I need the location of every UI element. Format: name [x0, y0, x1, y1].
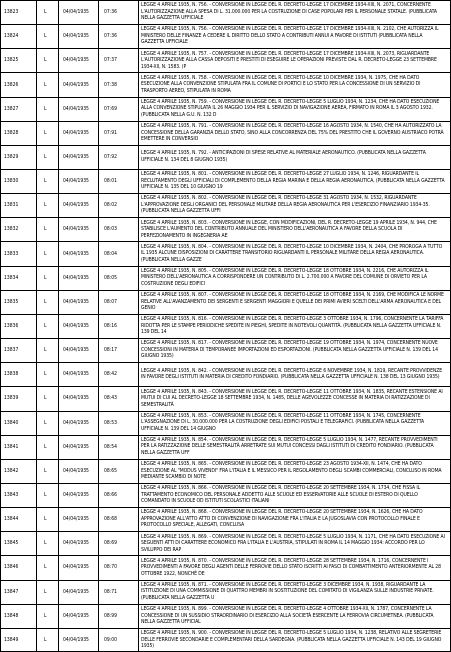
record-date: 04/04/1935: [63, 467, 89, 474]
record-code: 08:65: [104, 467, 117, 474]
record-description: LEGGE 4 APRILE 1935, N. 756. - CONVERSIONE IN LEGGE DEL R. DECRETO-LEGGE 17 DICEMBRE 1934-XIII, N. 2102, CHE AUTORIZZA IL MINISTERO DELLE FINANZE A CEDERE IL DIRITTO DELLO STATO A CONTRIBUTI ANNUI A FAVORE DI ISTITUTI (PUBBLICATA NELLA GAZZETTA UFFICIALE: [141, 26, 439, 46]
row-divider: [0, 24, 451, 25]
record-code: 08:71: [104, 588, 117, 595]
record-date: 04/04/1935: [63, 395, 89, 402]
row-divider: [0, 483, 451, 484]
record-number: 13840: [4, 419, 19, 426]
record-description: LEGGE 4 APRILE 1935, N. 805. - CONVERSIONE IN LEGGE DEL R. DECRETO-LEGGE 18 OTTOBRE 1934, N. 2216, CHE AUTORIZZA IL MINISTERO DELL'AERONAUTICA A CORRISPONDERE UN CONTRIBUTO DI L. 2.700.000 A FAVORE DEL COMUNE DI ORVIETO PER LA COSTRUZIONE DEGLI EDIFICI: [141, 267, 429, 287]
record-code: 08:43: [104, 395, 117, 402]
record-type: L: [44, 57, 47, 64]
record-description: LEGGE 4 APRILE 1935, N. 843. - CONVERSIONE IN LEGGE DEL R. DECRETO-LEGGE 11 OTTOBRE 1934, N. 1835, RECANTE ESTENSIONE AI MUTUI DI CUI AL DECRETO-LEGGE 18 SETTEMBRE 1934, N. 1485, DELLE AGEVOLEZZE CONCESSE IN MATERIA DI RATIZZAZIONE DI SEMESTRALITÀ: [141, 388, 443, 408]
table-row: [0, 628, 451, 652]
record-date: 04/04/1935: [63, 636, 89, 643]
record-type: L: [44, 492, 47, 499]
record-type: L: [44, 81, 47, 88]
column-divider: [138, 0, 139, 652]
row-divider: [0, 266, 451, 267]
record-code: 08:02: [104, 202, 117, 209]
table-row: [0, 483, 451, 507]
table-row: [0, 266, 451, 290]
table-row: [0, 0, 451, 24]
table-row: [0, 386, 451, 410]
record-code: 08:16: [104, 322, 117, 329]
record-type: L: [44, 516, 47, 523]
record-date: 04/04/1935: [63, 202, 89, 209]
record-number: 13831: [4, 202, 19, 209]
record-type: L: [44, 226, 47, 233]
table-row: [0, 411, 451, 435]
record-number: 13837: [4, 347, 19, 354]
row-divider: [0, 338, 451, 339]
record-code: 08:99: [104, 612, 117, 619]
record-number: 13836: [4, 322, 19, 329]
record-number: 13825: [4, 57, 19, 64]
record-code: 07:38: [104, 81, 117, 88]
record-type: L: [44, 105, 47, 112]
record-type: L: [44, 322, 47, 329]
record-number: 13849: [4, 636, 19, 643]
record-date: 04/04/1935: [63, 153, 89, 160]
record-type: L: [44, 129, 47, 136]
record-date: 04/04/1935: [63, 178, 89, 185]
row-divider: [0, 362, 451, 363]
row-divider: [0, 169, 451, 170]
record-description: LEGGE 4 APRILE 1935, N. 870. - CONVERSIONE IN LEGGE DEL R. DECRETO-LEGGE 28 SETTEMBRE 1934, N. 1716, CONCERNENTE I PROVVEDIMENTI A FAVORE DEGLI AGENTI DELLE FERROVIE DELLO STATO ISCRITTI AI FASCI DI COMBATTIMENTO ANTERIORMENTE AL 28 OTTOBRE 1922, NONCHÉ DE: [141, 557, 441, 577]
record-type: L: [44, 371, 47, 378]
record-code: 08:54: [104, 443, 117, 450]
table-row: [0, 314, 451, 338]
column-divider: [98, 0, 99, 652]
record-code: 08:05: [104, 274, 117, 281]
record-type: L: [44, 347, 47, 354]
record-description: LEGGE 4 APRILE 1935, N. 900. - CONVERSIONE IN LEGGE DEL R. DECRETO-LEGGE 5 LUGLIO 1934, N. 1238, RELATIVO ALLE SEGRETERIE DELLE FERROVIE SECONDARIE E COMPLEMENTARI DELLA SARDEGNA. (PUBBLICATA NELLA GAZZETTA UFFICIALE N. 143 DEL 19 GIUGNO 1935): [141, 630, 442, 650]
record-date: 04/04/1935: [63, 347, 89, 354]
record-date: 04/04/1935: [63, 298, 89, 305]
record-code: 08:69: [104, 540, 117, 547]
record-type: L: [44, 612, 47, 619]
record-number: 13844: [4, 516, 19, 523]
record-date: 04/04/1935: [63, 443, 89, 450]
record-number: 13839: [4, 395, 19, 402]
record-code: 07:36: [104, 9, 117, 16]
record-type: L: [44, 274, 47, 281]
table-row: [0, 580, 451, 604]
record-number: 13845: [4, 540, 19, 547]
column-divider: [36, 0, 37, 652]
record-description: LEGGE 4 APRILE 1935, N. 871. - CONVERSIONE IN LEGGE DEL R. DECRETO-LEGGE 3 DICEMBRE 1934, N. 1938, RIGUARDANTE LA ISTITUZIONE DI UNA COMMISSIONE DI QUATTRO MEMBRI IN SOSTITUZIONE DEL COMITATO DI VIGILANZA SULLE INDUSTRIE PRIVATE. (PUBBLICATA NELLA GAZZETTA U: [141, 581, 434, 601]
record-date: 04/04/1935: [63, 564, 89, 571]
record-code: 08:66: [104, 492, 117, 499]
row-divider: [0, 435, 451, 436]
record-number: 13835: [4, 298, 19, 305]
record-date: 04/04/1935: [63, 81, 89, 88]
record-type: L: [44, 443, 47, 450]
record-number: 13841: [4, 443, 19, 450]
record-description: LEGGE 4 APRILE 1935, N. 866. - CONVERSIONE IN LEGGE DEL R. DECRETO-LEGGE 20 SETTEMBRE 1934, N. 1734, CHE FISSA IL TRATTAMENTO ECONOMICO DEL PERSONALE ADDETTO ALLE SCUOLE ED ESSERVATORIE ALLE SCUOLE DI ESTERO DI QUELLO COMANDATO IN SCUOLE OD ISTITUTI SCOLASTICI ITALIANI: [141, 485, 421, 505]
row-divider: [0, 604, 451, 605]
row-divider: [0, 555, 451, 556]
row-divider: [0, 48, 451, 49]
column-divider: [0, 0, 1, 652]
record-date: 04/04/1935: [63, 57, 89, 64]
table-row: [0, 97, 451, 121]
table-row: [0, 555, 451, 579]
record-number: 13846: [4, 564, 19, 571]
record-date: 04/04/1935: [63, 226, 89, 233]
record-description: LEGGE 4 APRILE 1935, N. 759. - CONVERSIONE IN LEGGE DEL R. DECRETO-LEGGE 5 LUGLIO 1934, N. 1234, CHE HA DATO ESECUZIONE ALLA CONVENZIONE STIPULATA IL 26 MAGGIO 1934 PER IL SERVIZIO DI NAVIGAZIONE AEREA, FIRMATO IN ROMA IL 3 AGOSTO 1932. (PUBBLICATA NELLA G.U. N. 132 D: [141, 98, 440, 118]
record-type: L: [44, 9, 47, 16]
row-divider: [0, 290, 451, 291]
record-date: 04/04/1935: [63, 492, 89, 499]
record-number: 13848: [4, 612, 19, 619]
record-type: L: [44, 153, 47, 160]
record-code: 08:03: [104, 226, 117, 233]
table-row: [0, 507, 451, 531]
record-code: 08:68: [104, 516, 117, 523]
record-code: 08:70: [104, 564, 117, 571]
record-number: 13847: [4, 588, 19, 595]
record-description: LEGGE 4 APRILE 1935, N. 802. - CONVERSIONE IN LEGGE DEL R. DECRETO-LEGGE 31 AGOSTO 1934, N. 1532, RIGUARDANTE L'APPROVAZIONE DEGLI ORGANICI DEL PERSONALE MILITARE DELLA REGIA AERONAUTICA PER L'ESERCIZIO FINANZIARIO 1934-35. (PUBBLICATA NELLA GAZZETTA UFFI: [141, 195, 430, 215]
record-type: L: [44, 419, 47, 426]
table-row: [0, 169, 451, 193]
record-code: 08:01: [104, 178, 117, 185]
record-code: 08:53: [104, 419, 117, 426]
table-row: [0, 24, 451, 48]
record-code: 08:04: [104, 250, 117, 257]
record-date: 04/04/1935: [63, 419, 89, 426]
table-row: [0, 121, 451, 145]
record-number: 13842: [4, 467, 19, 474]
record-number: 13832: [4, 226, 19, 233]
table-row: [0, 48, 451, 72]
record-code: 08:42: [104, 371, 117, 378]
row-divider: [0, 628, 451, 629]
table-row: [0, 362, 451, 386]
record-type: L: [44, 178, 47, 185]
table-row: [0, 435, 451, 459]
record-code: 07:69: [104, 105, 117, 112]
table-row: [0, 72, 451, 96]
record-type: L: [44, 395, 47, 402]
row-divider: [0, 459, 451, 460]
record-code: 07:37: [104, 57, 117, 64]
record-type: L: [44, 33, 47, 40]
record-description: LEGGE 4 APRILE 1935, N. 801. - CONVERSIONE IN LEGGE DEL R. DECRETO-LEGGE 27 LUGLIO 1934, N. 1246, RIGUARDANTE IL RECLUTAMENTO DEGLI UFFICIALI DI COMPLEMENTO DELLA REGIA MARINA E DELLA REGIA AERONAUTICA. (PUBBLICATA NELLA GAZZETTA UFFICIALE N. 135 DEL 10 GIUGNO 19: [141, 171, 445, 191]
row-divider: [0, 580, 451, 581]
record-number: 13830: [4, 178, 19, 185]
table-row: [0, 604, 451, 628]
row-divider: [0, 145, 451, 146]
record-date: 04/04/1935: [63, 129, 89, 136]
record-date: 04/04/1935: [63, 612, 89, 619]
record-number: 13829: [4, 153, 19, 160]
record-number: 13824: [4, 33, 19, 40]
record-description: LEGGE 4 APRILE 1935, N. 791. - CONVERSIONE IN LEGGE DEL R. DECRETO-LEGGE 16 AGOSTO 1934, N. 1540, CHE HA AUTORIZZATO LA CONCESSIONE DELLA GARANZIA DELLO STATO, SINO ALLA CONCORRENZA DEL 75% DEL PRESTITO CHE IL GOVERNO AUSTRIACO POTRÀ EMETTERE IN CONVERSIO: [141, 123, 444, 143]
record-description: LEGGE 4 APRILE 1935, N. 792. - ANTICIPAZIONI DI SPESE RELATIVE AL MATERIALE AERONAUTICO. (PUBBLICATA NELLA GAZZETTA UFFICIALE N. 134 DEL 8 GIUGNO 1935): [141, 150, 426, 163]
record-number: 13823: [4, 9, 19, 16]
record-description: LEGGE 4 APRILE 1935, N. 804. - CONVERSIONE IN LEGGE DEL R. DECRETO-LEGGE 10 DICEMBRE 1934, N. 2404, CHE PROROGA A TUTTO IL 1935 ALCUNE DISPOSIZIONI DI CARATTERE TRANSITORIO RIGUARDANTI IL PERSONALE MILITARE DELLA REGIA AERONAUTICA. (PUBBLICATA NELLA GAZZE: [141, 243, 443, 263]
record-code: 07:92: [104, 153, 117, 160]
table-row: [0, 217, 451, 241]
row-divider: [0, 314, 451, 315]
row-divider: [0, 411, 451, 412]
record-type: L: [44, 564, 47, 571]
record-description: LEGGE 4 APRILE 1935, N. 853. - CONVERSIONE IN LEGGE DEL R. DECRETO-LEGGE 11 OTTOBRE 1934, N. 1745, CONCERNENTE L'ASSEGNAZIONE DI L. 30.000.000 PER LA COSTRUZIONE DEGLI EDIFICI POSTALI E TELEGRAFICI. (PUBBLICATA NELLA GAZZETTA UFFICIALE N. 139 DEL 14 GIUGNO: [141, 412, 425, 432]
record-description: LEGGE 4 APRILE 1935, N. 807. - CONVERSIONE IN LEGGE DEL R. DECRETO-LEGGE 18 OTTOBRE 1934, N. 2169, CHE MODIFICA LE NORME RELATIVE ALL'AVANZAMENTO DEI SERGENTI E SERGENTI MAGGIORI E QUELLE DEI PRIMI AVIERI SCELTI DELL'ARMA AERONAUTICA E DEL GENIO: [141, 292, 444, 312]
record-date: 04/04/1935: [63, 540, 89, 547]
table-row: [0, 338, 451, 362]
table-row: [0, 193, 451, 217]
record-date: 04/04/1935: [63, 250, 89, 257]
record-type: L: [44, 467, 47, 474]
row-divider: [0, 241, 451, 242]
record-code: 07:91: [104, 129, 117, 136]
row-divider: [0, 217, 451, 218]
record-number: 13834: [4, 274, 19, 281]
record-number: 13838: [4, 371, 19, 378]
record-description: LEGGE 4 APRILE 1935, N. 803. - CONVERSIONE IN LEGGE, CON MODIFICAZIONI, DEL R. DECRETO-LEGGE 19 APRILE 1934, N. 944, CHE STABILISCE L'AUMENTO DEL CONTRIBUTO ANNUALE DEL MINISTERO DELL'AERONAUTICA A FAVORE DELLA SCUOLA DI PERFEZIONAMENTO IN INGEGNERIA AE: [141, 219, 437, 239]
table-row: [0, 459, 451, 483]
record-code: 07:36: [104, 33, 117, 40]
row-divider: [0, 531, 451, 532]
record-number: 13843: [4, 492, 19, 499]
table-row: [0, 241, 451, 265]
record-description: LEGGE 4 APRILE 1935, N. 817. - CONVERSIONE IN LEGGE DEL R. DECRETO-LEGGE 19 OTTOBRE 1934, N. 1974, CONCERNENTE NUOVE CONCESSIONI IN MATERIA DI TEMPORANEE IMPORTAZIONI ED ESPORTAZIONI. (PUBBLICATA NELLA GAZZETTA UFFICIALE N. 139 DEL 14 GIUGNO 1935): [141, 340, 438, 360]
column-divider: [58, 0, 59, 652]
table-row: [0, 145, 451, 169]
row-divider: [0, 97, 451, 98]
record-type: L: [44, 250, 47, 257]
record-type: L: [44, 202, 47, 209]
record-date: 04/04/1935: [63, 9, 89, 16]
record-date: 04/04/1935: [63, 322, 89, 329]
record-description: LEGGE 4 APRILE 1935, N. 758. - CONVERSIONE IN LEGGE DEL R. DECRETO-LEGGE 10 DICEMBRE 1934, N. 1975, CHE HA DATO ESECUZIONE ALLA CONVENZIONE STIPULATA FRA IL COMUNE DI PORTICI E LO STATO PER LA CONCESSIONE DI UN SERVIZIO DI TRASPORTO AEREO, STIPULATA IN ROMA: [141, 74, 421, 94]
record-number: 13826: [4, 81, 19, 88]
record-description: LEGGE 4 APRILE 1935, N. 868. - CONVERSIONE IN LEGGE DEL R. DECRETO-LEGGE 20 SETTEMBRE 1934, N. 1626, CHE HA DATO APPROVAZIONE ALL'ATTO ATTO DI CONVENZIONE DI NAVIGAZIONE FRA L'ITALIA E LA JUGOSLAVIA CON PROTOCOLLO FINALE E PROTOCOLLO SPECIALE, ALLEGATI, CONCLUSA: [141, 509, 423, 529]
table-row: [0, 531, 451, 555]
record-code: 08:07: [104, 298, 117, 305]
record-description: LEGGE 4 APRILE 1935, N. 816. - CONVERSIONE IN LEGGE DEL R. DECRETO-LEGGE 3 OTTOBRE 1934, N. 1796, CONCERNENTE LA TARIFFA RIDOTTA PER LE STAMPE PERIODICHE SPEDITE IN PIEGHI, SPEDITE IN NOTEVOLI QUANTITÀ. (PUBBLICATA NELLA GAZZETTA UFFICIALE N. 139 DEL 14: [141, 316, 444, 336]
row-divider: [0, 121, 451, 122]
record-date: 04/04/1935: [63, 371, 89, 378]
record-description: LEGGE 4 APRILE 1935, N. 854. - CONVERSIONE IN LEGGE DEL R. DECRETO-LEGGE 5 LUGLIO 1934, N. 1477, RECANTE PROVVEDIMENTI PER LA RATIZZAZIONE DELLE SEMESTRALITÀ ARRETRATE SUI MUTUI CONCESSI DAGLI ISTITUTI DI CREDITO FONDIARIO. (PUBBLICATA NELLA GAZZETTA UFF: [141, 436, 438, 456]
row-divider: [0, 72, 451, 73]
row-divider: [0, 193, 451, 194]
record-date: 04/04/1935: [63, 33, 89, 40]
record-number: 13828: [4, 129, 19, 136]
record-description: LEGGE 4 APRILE 1935, N. 869. - CONVERSIONE IN LEGGE DEL R. DECRETO-LEGGE 5 LUGLIO 1934, N. 1171, CHE HA DATO ESECUZIONE AI SEGUENTI ATTI DI CARATTERE ECONOMICO FRA L'ITALIA E L'AUSTRIA, STIPULATI IN ROMA IL 14 MAGGIO 1934: ACCORDO PER LO SVILUPPO DEI RAP: [141, 533, 445, 553]
record-description: LEGGE 4 APRILE 1935, N. 756. - CONVERSIONE IN LEGGE DEL R. DECRETO-LEGGE 17 DICEMBRE 1934-XIII, N. 2071, CONCERNENTE L'AUTORIZZAZIONE ALLA SPESA DI L. 31.000.000 PER LA COSTRUZIONE DI CASE POPOLARI PER IL PERSONALE STATALE. (PUBBLICATA NELLA GAZZETTA UFFICIALE: [141, 2, 437, 22]
record-date: 04/04/1935: [63, 105, 89, 112]
record-type: L: [44, 540, 47, 547]
record-type: L: [44, 588, 47, 595]
record-type: L: [44, 298, 47, 305]
record-number: 13833: [4, 250, 19, 257]
record-description: LEGGE 4 APRILE 1935, N. 757. - CONVERSIONE IN LEGGE DEL R. DECRETO-LEGGE 17 DICEMBRE 1934-XIII, N. 2073, RIGUARDANTE L'AUTORIZZAZIONE ALLA CASSA DEPOSITI E PRESTITI DI ESEGUIRE LE OPERAZIONI PREVISTE DAL R. DECRETO-LEGGE 23 SETTEMBRE 1934-XII, N. 1583. (P: [141, 50, 437, 70]
row-divider: [0, 507, 451, 508]
record-date: 04/04/1935: [63, 516, 89, 523]
record-number: 13827: [4, 105, 19, 112]
row-divider: [0, 386, 451, 387]
table-row: [0, 290, 451, 314]
record-description: LEGGE 4 APRILE 1935, N. 899. - CONVERSIONE IN LEGGE DEL R. DECRETO-LEGGE 4 OTTOBRE 1934-XII, N. 1787, CONCERNENTE LA CONCESSIONE DI UN SUSSIDIO STRAORDINARIO DI ESERCIZIO ALLA SOCIETÀ ESERCENTE LA FERROVIA CIRCUMETNEA. (PUBBLICATA NELLA GAZZETTA UFFICIAL: [141, 606, 434, 626]
record-date: 04/04/1935: [63, 588, 89, 595]
record-code: 08:17: [104, 347, 117, 354]
record-date: 04/04/1935: [63, 274, 89, 281]
row-divider: [0, 0, 451, 1]
record-code: 09:00: [104, 636, 117, 643]
record-type: L: [44, 636, 47, 643]
record-description: LEGGE 4 APRILE 1935, N. 842. - CONVERSIONE IN LEGGE DEL R. DECRETO-LEGGE 6 NOVEMBRE 1934, N. 1819, RECANTE PROVVIDENZE IN FAVORE DEGLI ISTITUTI IN MATERIA DI CREDITO FONDIARIO. (PUBBLICATA NELLA GAZZETTA UFFICIALE N. 138 DEL 13 GIUGNO 1935): [141, 367, 443, 381]
record-description: LEGGE 4 APRILE 1935, N. 865. - CONVERSIONE IN LEGGE DEL R. DECRETO-LEGGE 23 AGOSTO 1934-XII, N. 1474, CHE HA DATO ESECUZIONE AL "MODUS VIVENDI" FRA L'ITALIA E IL MESSICO PER IL REGOLAMENTO DEGLI SCAMBI COMMERCIALI, CONCLUSO IN ROMA MEDIANTE SCAMBIO DI NOTE: [141, 461, 442, 481]
